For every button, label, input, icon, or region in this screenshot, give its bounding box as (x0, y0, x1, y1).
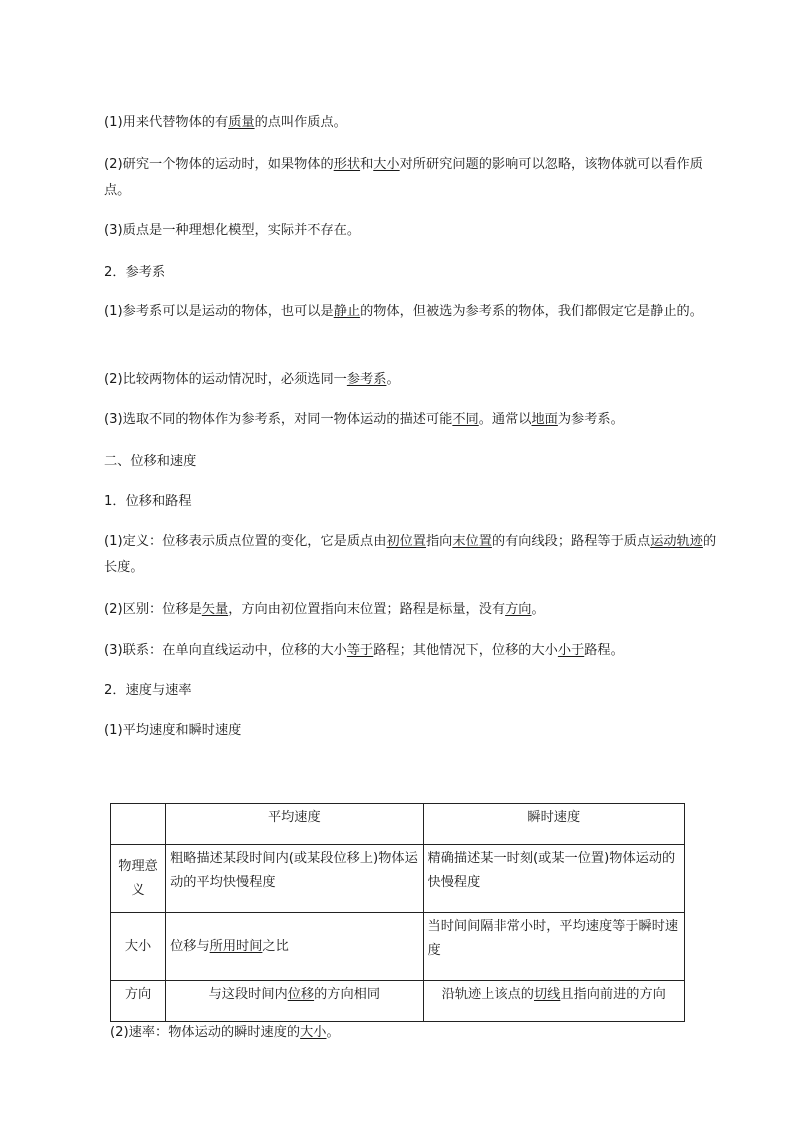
underlined-term: 大小 (300, 1025, 327, 1040)
table-header-cell: 平均速度 (166, 804, 423, 845)
paragraph-relation: (3)联系：在单向直线运动中，位移的大小等于路程；其他情况下，位移的大小小于路程。 (104, 643, 624, 658)
underlined-term: 地面 (531, 412, 558, 427)
heading-reference-frame: 2．参考系 (104, 265, 166, 280)
paragraph-same-frame: (2)比较两物体的运动情况时，必须选同一参考系。 (104, 372, 400, 387)
paragraph-displacement-def: (1)定义：位移表示质点位置的变化，它是质点由初位置指向末位置的有向线段；路程等于质点运动轨迹的长度。 (104, 534, 717, 575)
paragraph-speed-rate-def: (2)速率：物体运动的瞬时速度的大小。 (110, 1025, 340, 1040)
row-label: 大小 (111, 913, 166, 981)
underlined-term: 大小 (373, 157, 400, 172)
underlined-term: 切线 (533, 987, 561, 1002)
table-cell: 当时间间隔非常小时，平均速度等于瞬时速度 (423, 913, 684, 981)
underlined-term: 矢量 (201, 602, 229, 617)
table-header-row (111, 804, 685, 845)
paragraph-different-frames: (3)选取不同的物体作为参考系，对同一物体运动的描述可能不同。通常以地面为参考系。 (104, 412, 624, 427)
underlined-term: 位移 (287, 987, 315, 1002)
paragraph-mass-point-def: (1)用来代替物体的有质量的点叫作质点。 (104, 115, 347, 130)
section-heading-displacement-velocity: 二、位移和速度 (104, 454, 197, 469)
paragraph-mass-point-condition: (2)研究一个物体的运动时，如果物体的形状和大小对所研究问题的影响可以忽略，该物体就可以看作质点。 (104, 157, 703, 198)
row-label: 物理意义 (111, 845, 166, 913)
paragraph-reference-frame-def: (1)参考系可以是运动的物体，也可以是静止的物体，但被选为参考系的物体，我们都假定它是静止的。 (104, 304, 703, 319)
underlined-term: 末位置 (452, 534, 492, 549)
underlined-term: 运动轨迹 (650, 534, 703, 549)
underlined-term: 质量 (228, 115, 255, 130)
table-cell: 位移与所用时间之比 (166, 913, 423, 981)
underlined-term: 不同 (452, 412, 479, 427)
paragraph-ideal-model: (3)质点是一种理想化模型，实际并不存在。 (104, 223, 361, 238)
table-cell: 粗略描述某段时间内(或某段位移上)物体运动的平均快慢程度 (166, 845, 423, 913)
table-row (111, 845, 685, 913)
table-row (111, 981, 685, 1022)
row-label: 方向 (111, 981, 166, 1022)
table-row (111, 913, 685, 981)
underlined-term: 静止 (333, 304, 361, 319)
underlined-term: 所用时间 (209, 938, 263, 954)
table-cell: 与这段时间内位移的方向相同 (166, 981, 423, 1022)
velocity-comparison-table (110, 803, 685, 1022)
table-cell: 精确描述某一时刻(或某一位置)物体运动的快慢程度 (423, 845, 684, 913)
heading-displacement-distance: 1．位移和路程 (104, 494, 192, 509)
underlined-term: 参考系 (346, 372, 387, 387)
table-header-cell: 瞬时速度 (423, 804, 684, 845)
heading-speed-rate: 2．速度与速率 (104, 683, 192, 698)
underlined-term: 初位置 (386, 534, 426, 549)
table-header-cell (111, 804, 166, 845)
underlined-term: 等于 (346, 643, 374, 658)
underlined-term: 小于 (557, 643, 585, 658)
underlined-term: 形状 (333, 157, 361, 172)
table-cell: 沿轨迹上该点的切线且指向前进的方向 (423, 981, 684, 1022)
paragraph-average-instant: (1)平均速度和瞬时速度 (104, 723, 242, 738)
underlined-term: 方向 (505, 602, 532, 617)
paragraph-difference: (2)区别：位移是矢量，方向由初位置指向末位置；路程是标量，没有方向。 (104, 602, 545, 617)
